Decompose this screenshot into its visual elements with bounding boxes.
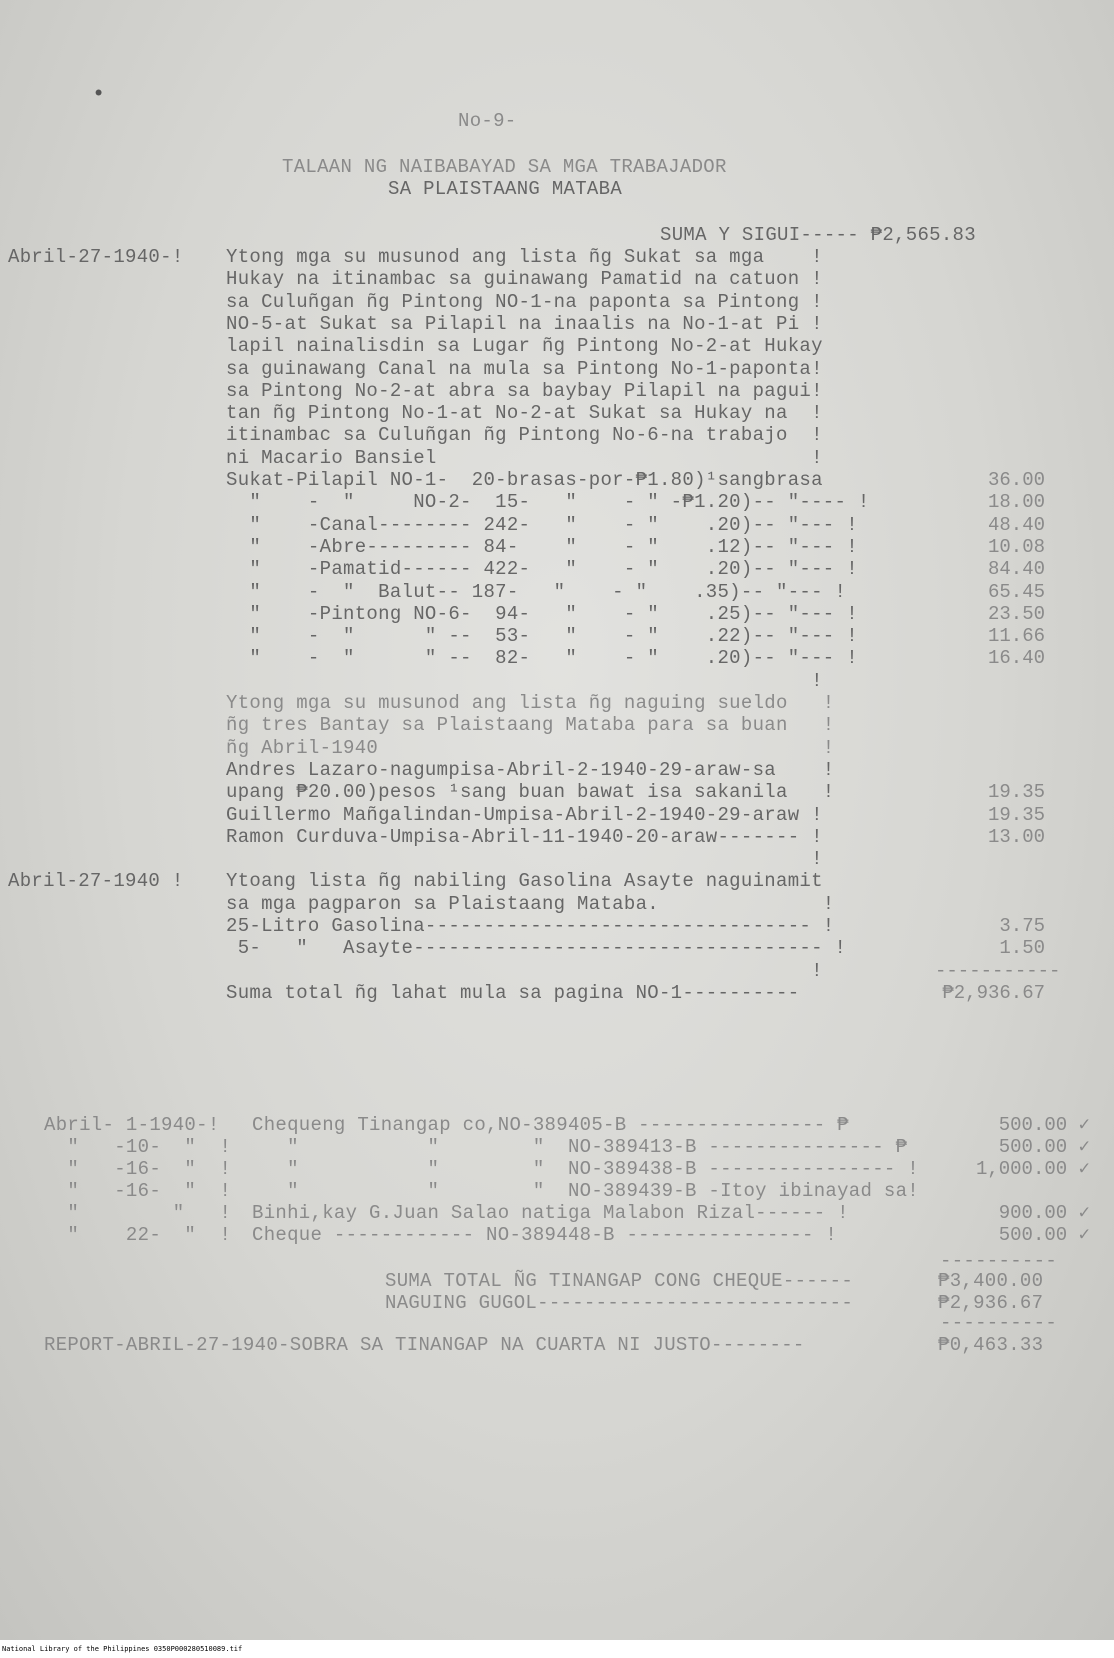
entry-amount: 19.35 (987, 803, 1045, 826)
entry-amount: 11.66 (987, 625, 1045, 648)
summary-dashes-2: ---------- (940, 1312, 1058, 1334)
report-value: ₱0,463.33 (938, 1334, 1044, 1356)
cheque-amount: 900.00 ✓ (998, 1202, 1090, 1224)
entry-text: tan ñg Pintong No-1-at No-2-at Sukat sa Hukay na ! (226, 402, 823, 425)
entry-amount: 84.40 (987, 558, 1045, 581)
entry-text: sa Pintong No-2-at abra sa baybay Pilapil na pagui! (226, 379, 823, 402)
entry-text: lapil nainalisdin sa Lugar ñg Pintong No-2-at Hukay (226, 335, 823, 358)
cheque-amount: 500.00 ✓ (998, 1224, 1090, 1246)
entry-text: itinambac sa Culuñgan ñg Pintong No-6-na trabajo ! (226, 424, 823, 447)
cheque-text: " " " NO-389439-B -Itoy ibinayad sa! (252, 1180, 920, 1202)
report-line: REPORT-ABRIL-27-1940-SOBRA SA TINANGAP NA CUARTA NI JUSTO-------- (44, 1334, 805, 1356)
entry-text: " -Canal-------- 242- " - " .20)-- "--- ! (226, 513, 858, 536)
entry-text: Ytong mga su musunod ang lista ñg naguing sueldo ! (226, 692, 835, 714)
cheque-date: Abril- 1-1940-! (44, 1114, 220, 1136)
cheque-date: " 22- " ! (44, 1224, 232, 1246)
footer-caption: National Library of the Philippines 0350P000280510089.tif (0, 1640, 1114, 1658)
entry-text: upang ₱20.00)pesos ¹sang buan bawat isa sakanila ! (226, 781, 835, 804)
gugol-label: NAGUING GUGOL--------------------------- (385, 1292, 854, 1314)
cheque-text: " " " NO-389438-B ---------------- ! (252, 1158, 920, 1180)
entry-text: Ytong mga su musunod ang lista ñg Sukat sa mga ! (226, 246, 823, 268)
entry-amount: 19.35 (987, 781, 1045, 804)
entry-text: NO-5-at Sukat sa Pilapil na inaalis na No-1-at Pi ! (226, 312, 823, 335)
entry-text: 5- " Asayte----------------------------------- ! (226, 937, 847, 960)
summary-dashes-1: ---------- (940, 1250, 1058, 1272)
entry-text: Sukat-Pilapil NO-1- 20-brasas-por-₱1.80)¹sangbrasa (226, 469, 823, 491)
entry-amount: 10.08 (987, 535, 1045, 558)
title-line-1: TALAAN NG NAIBABAYAD SA MGA TRABAJADOR (282, 156, 727, 178)
entry-text: " -Pintong NO-6- 94- " - " .25)-- "--- ! (226, 602, 858, 625)
entry-amount: ----------- (935, 959, 1061, 982)
entry-text: " - " Balut-- 187- " - " .35)-- "--- ! (226, 580, 847, 603)
total-cheque-label: SUMA TOTAL ÑG TINANGAP CONG CHEQUE------ (385, 1270, 854, 1292)
cheque-amount: 1,000.00 ✓ (975, 1158, 1090, 1180)
entry-text: " - " " -- 53- " - " .22)-- "--- ! (226, 625, 858, 648)
entry-amount: ₱2,936.67 (942, 981, 1045, 1004)
entry-text: sa mga pagparon sa Plaistaang Mataba. ! (226, 892, 835, 915)
suma-y-sigui: SUMA Y SIGUI----- ₱2,565.83 (660, 224, 976, 246)
cheque-amount: 500.00 ✓ (998, 1114, 1090, 1136)
entry-amount: 3.75 (999, 915, 1045, 937)
entry-text: " - " " -- 82- " - " .20)-- "--- ! (226, 647, 858, 670)
entry-text: ñg Abril-1940 ! (226, 736, 835, 759)
entry-amount: 23.50 (987, 602, 1045, 625)
cheque-text: Binhi,kay G.Juan Salao natiga Malabon Rizal------ ! (252, 1202, 849, 1224)
entry-text: sa guinawang Canal na mula sa Pintong No-1-paponta! (226, 357, 823, 380)
entry-text: " -Abre--------- 84- " - " .12)-- "--- ! (226, 535, 858, 558)
entry-amount: 36.00 (987, 469, 1045, 491)
entry-amount: 13.00 (987, 825, 1045, 848)
cheque-date: " -16- " ! (44, 1158, 232, 1180)
entry-amount: 48.40 (987, 513, 1045, 536)
title-line-2: SA PLAISTAANG MATABA (388, 178, 623, 200)
cheque-text: Cheque ------------ NO-389448-B ---------------- ! (252, 1224, 838, 1246)
entry-amount: 16.40 (987, 647, 1045, 670)
entry-text: ni Macario Bansiel ! (226, 446, 823, 469)
entry-text: Suma total ñg lahat mula sa pagina NO-1---------- (226, 981, 800, 1004)
cheque-amount: 500.00 ✓ (998, 1136, 1090, 1158)
entry-text: " - " NO-2- 15- " - " -₱1.20)-- "---- ! (226, 491, 870, 514)
entry-text: Hukay na itinambac sa guinawang Pamatid na catuon ! (226, 268, 823, 291)
entry-text: 25-Litro Gasolina--------------------------------- ! (226, 915, 835, 937)
cheque-date: " " ! (44, 1202, 232, 1224)
cheque-date: " -10- " ! (44, 1136, 232, 1158)
entry-text: Andres Lazaro-nagumpisa-Abril-2-1940-29-araw-sa ! (226, 758, 835, 781)
entry-text: ! (226, 848, 823, 871)
entry-amount: 18.00 (987, 491, 1045, 514)
entry-text: ñg tres Bantay sa Plaistaang Mataba para sa buan ! (226, 714, 835, 737)
entry-text: ! (226, 669, 823, 692)
entry-date: Abril-27-1940 ! (8, 870, 184, 893)
ink-spot: • (92, 82, 106, 107)
entry-amount: 1.50 (999, 937, 1045, 960)
page-number: No-9- (458, 110, 517, 132)
cheque-date: " -16- " ! (44, 1180, 232, 1202)
cheque-text: Chequeng Tinangap co,NO-389405-B ---------------- ₱ (252, 1114, 849, 1136)
cheque-text: " " " NO-389413-B --------------- ₱ (252, 1136, 908, 1158)
entry-text: Guillermo Mañgalindan-Umpisa-Abril-2-1940-29-araw ! (226, 803, 823, 826)
entry-text: sa Culuñgan ñg Pintong NO-1-na paponta sa Pintong ! (226, 290, 823, 313)
entry-text: Ramon Curduva-Umpisa-Abril-11-1940-20-araw------- ! (226, 825, 823, 848)
entry-date: Abril-27-1940-! (8, 246, 184, 268)
entry-amount: 65.45 (987, 580, 1045, 603)
entry-text: Ytoang lista ñg nabiling Gasolina Asayte naguinamit (226, 870, 823, 893)
gugol-value: ₱2,936.67 (938, 1292, 1044, 1314)
entry-text: ! (226, 959, 823, 982)
entry-text: " -Pamatid------ 422- " - " .20)-- "--- ! (226, 558, 858, 581)
total-cheque-value: ₱3,400.00 (938, 1270, 1044, 1292)
